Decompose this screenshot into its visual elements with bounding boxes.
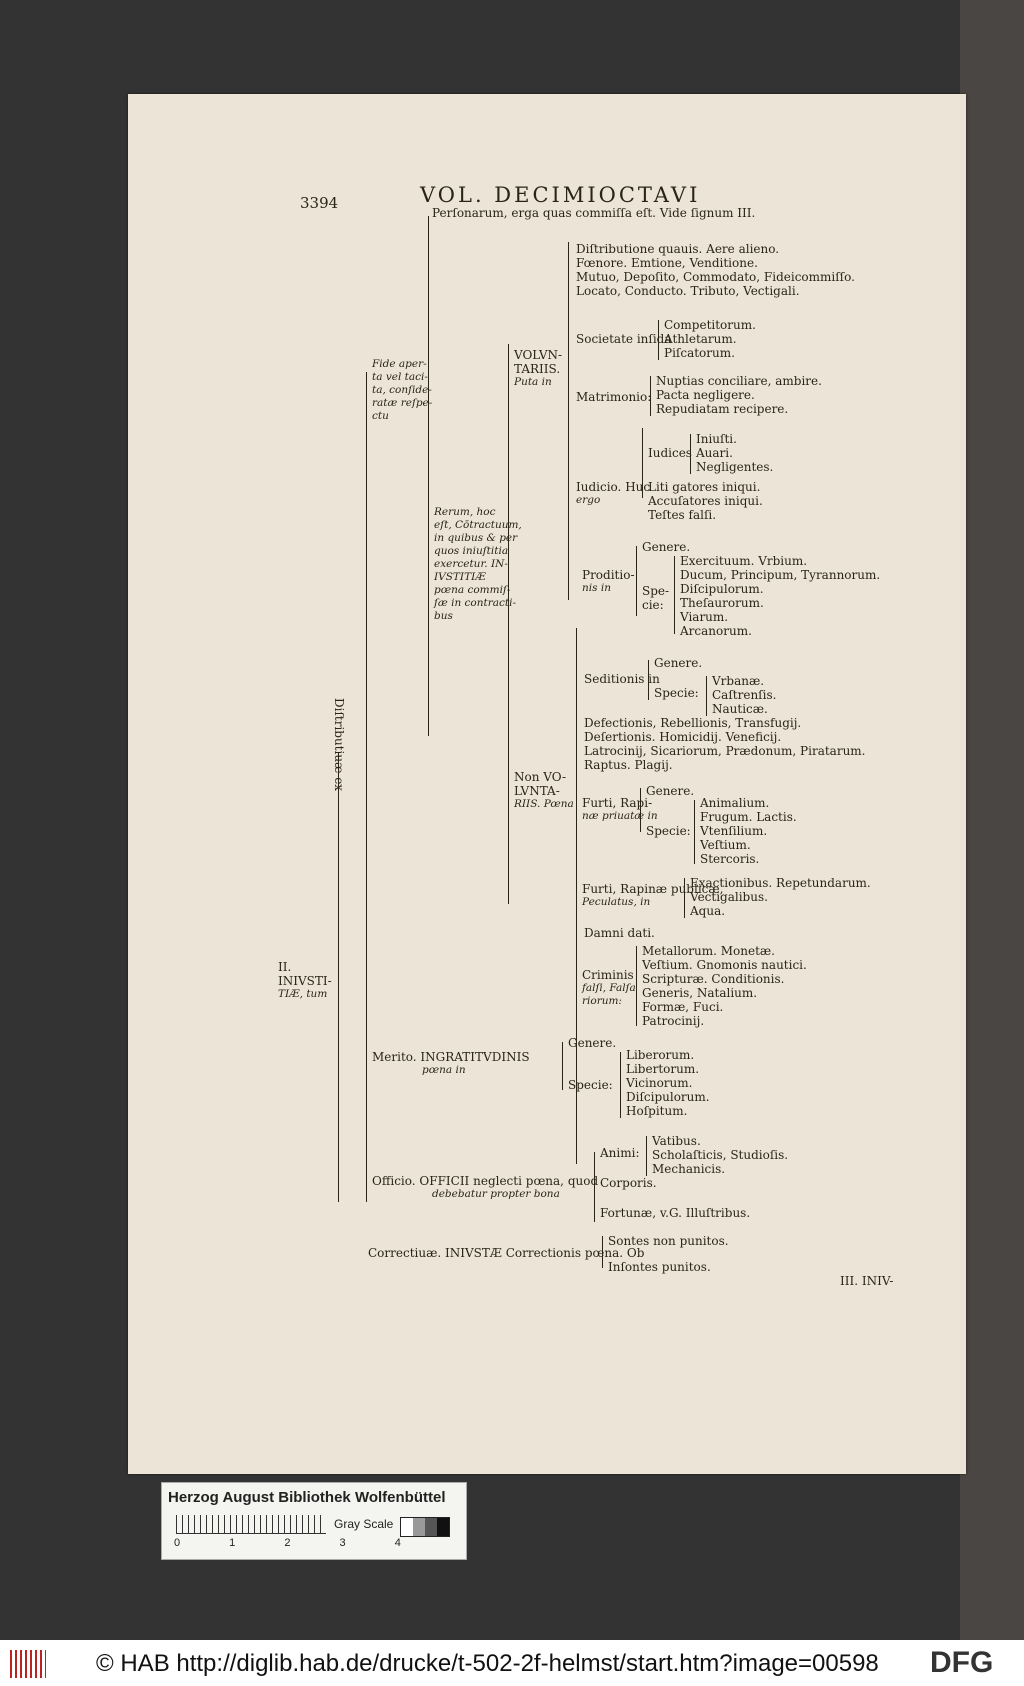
damni-dati: Damni dati. (584, 926, 655, 940)
corporis: Corporis. (600, 1176, 657, 1190)
page-number: 3394 (300, 194, 339, 212)
iudices-label: Iudices (648, 446, 692, 460)
running-title: VOL. DECIMIOCTAVI (420, 183, 701, 207)
furti-specie: Specie: (646, 824, 691, 838)
catchword: III. INIV- (840, 1274, 894, 1288)
book-spine (960, 0, 1024, 1640)
bracket-furti-specie (694, 800, 695, 864)
scale-ruler (176, 1515, 326, 1534)
distributione-group: Diſtributione quauis. Aere alieno. Fœnore. Emtione, Venditione. Mutuo, Depoſito, Commodato, Fideicommiſſo. Locato, Conducto. Tributo, Vectigali. (576, 242, 855, 298)
correctiuae-item-2: Inſontes punitos. (608, 1260, 711, 1274)
gray-scale-label: Gray Scale (334, 1517, 394, 1531)
merito-genere: Genere. (568, 1036, 617, 1050)
hab-logo-icon (10, 1650, 46, 1678)
footer-bar (0, 1640, 1024, 1686)
misc-crimes: Defectionis, Rebellionis, Transfugij. Deſertionis. Homicidij. Veneficij. Latrocinij, Sicariorum, Prædonum, Piratarum. Raptus. Plagij. (584, 716, 866, 772)
bracket-furti (640, 788, 641, 832)
ruler-numbers: 0 1 2 3 4 (174, 1537, 424, 1549)
bracket-merito-specie (620, 1052, 621, 1118)
correctiuae-item-1: Sontes non punitos. (608, 1234, 729, 1248)
bracket-criminis (636, 946, 637, 1026)
bracket-proditionis-specie (674, 556, 675, 634)
color-reference-card (161, 1482, 467, 1560)
criminis-label: Criminis falſi, Falſa riorum: (582, 968, 636, 1007)
iudices-items: Iniuſti. Auari. Negligentes. (696, 432, 774, 474)
seditionis-items: Vrbanæ. Caſtrenſis. Nauticæ. (712, 674, 777, 716)
fide-label: Fide aper- ta vel taci- ta, conſide- ratæ reſpe- ctu (372, 358, 433, 422)
personarum-line: Perſonarum, erga quas commiſſa eſt. Vide ſignum III. (432, 206, 756, 220)
merito-items: Liberorum. Libertorum. Vicinorum. Diſcipulorum. Hoſpitum. (626, 1048, 710, 1118)
bracket-distributiuae (366, 372, 367, 1202)
bracket-iniustitiae (338, 752, 339, 1202)
bracket-rerum (508, 344, 509, 904)
furti-items: Animalium. Frugum. Lactis. Vtenſilium. Veſtium. Stercoris. (700, 796, 797, 866)
seditionis-specie: Specie: (654, 686, 699, 700)
book-page (128, 94, 966, 1474)
dfg-logo: DFG (930, 1646, 994, 1679)
matrimonio-items: Nuptias conciliare, ambire. Pacta negligere. Repudiatam recipere. (656, 374, 822, 416)
animi-items: Vatibus. Scholaſticis, Studioſis. Mechanicis. (652, 1134, 789, 1176)
library-name: Herzog August Bibliothek Wolfenbüttel (168, 1489, 446, 1506)
officio-label: Officio. OFFICII neglecti pœna, quod debebatur propter bona (372, 1174, 599, 1200)
proditionis-items: Exercituum. Vrbium. Ducum, Principum, Tyrannorum. Diſcipulorum. Theſaurorum. Viarum. Arcanorum. (680, 554, 881, 638)
bracket-iudicio (642, 428, 643, 498)
seditionis-label: Seditionis in (584, 672, 660, 686)
iudicio-items: Liti gatores iniqui. Accuſatores iniqui. Teſtes falſi. (648, 480, 763, 522)
bracket-fide (428, 216, 429, 736)
bracket-publicae (684, 878, 685, 918)
bracket-matrimonio (650, 376, 651, 416)
bracket-animi (646, 1136, 647, 1176)
societate-label: Societate inſida (576, 332, 672, 346)
proditionis-label: Proditio- nis in (582, 568, 635, 594)
proditionis-genere: Genere. (642, 540, 691, 554)
furti-publicae-label: Furti, Rapinæ publicæ, Peculatus, in (582, 882, 724, 908)
iniustitiae-label: II. INIVSTI- TIÆ, tum (278, 960, 332, 1000)
societate-items: Competitorum. Athletarum. Piſcatorum. (664, 318, 756, 360)
animi-label: Animi: (600, 1146, 640, 1160)
iudicio-label: Iudicio. Huc ergo (576, 480, 651, 506)
non-voluntariis-label: Non VO- LVNTA- RIIS. Pœna (514, 770, 574, 810)
seditionis-genere: Genere. (654, 656, 703, 670)
bracket-merito (562, 1042, 563, 1090)
distributiuae-label: Diſtributiuæ ex (332, 698, 346, 792)
publicae-items: Exactionibus. Repetundarum. Vectigalibus. Aqua. (690, 876, 871, 918)
bracket-societate (658, 320, 659, 360)
voluntariis-label: VOLVN- TARIIS. Puta in (514, 348, 563, 388)
furti-genere: Genere. (646, 784, 695, 798)
merito-specie: Specie: (568, 1078, 613, 1092)
bracket-officio (594, 1152, 595, 1222)
bracket-seditionis-specie (706, 676, 707, 716)
fortunae: Fortunæ, v.G. Illuſtribus. (600, 1206, 751, 1220)
rerum-label: Rerum, hoc eſt, Cōtractuum, in quibus & per quos iniuſtitia exercetur. IN- IVSTITIÆ pœna commiſ- ſæ in contracti- bus (434, 506, 522, 622)
proditionis-specie: Spe- cie: (642, 584, 670, 612)
bracket-correctiuae (602, 1236, 603, 1268)
gray-scale-swatch (400, 1517, 450, 1537)
bracket-seditionis (648, 660, 649, 700)
furti-priuatae-label: Furti, Rapi- næ priuatæ in (582, 796, 658, 822)
source-url[interactable]: © HAB http://diglib.hab.de/drucke/t-502-2f-helmst/start.htm?image=00598 (96, 1650, 879, 1677)
criminis-items: Metallorum. Monetæ. Veſtium. Gnomonis nautici. Scripturæ. Conditionis. Generis, Natalium. Formæ, Fuci. Patrocinij. (642, 944, 807, 1028)
correctiuae-label: Correctiuæ. INIVSTÆ Correctionis pœna. Ob (368, 1246, 645, 1260)
bracket-voluntariis (568, 242, 569, 600)
bracket-proditionis (636, 546, 637, 616)
bracket-iudices (690, 434, 691, 474)
matrimonio-label: Matrimonio: (576, 390, 652, 404)
merito-label: Merito. INGRATITVDINIS pœna in (372, 1050, 530, 1076)
